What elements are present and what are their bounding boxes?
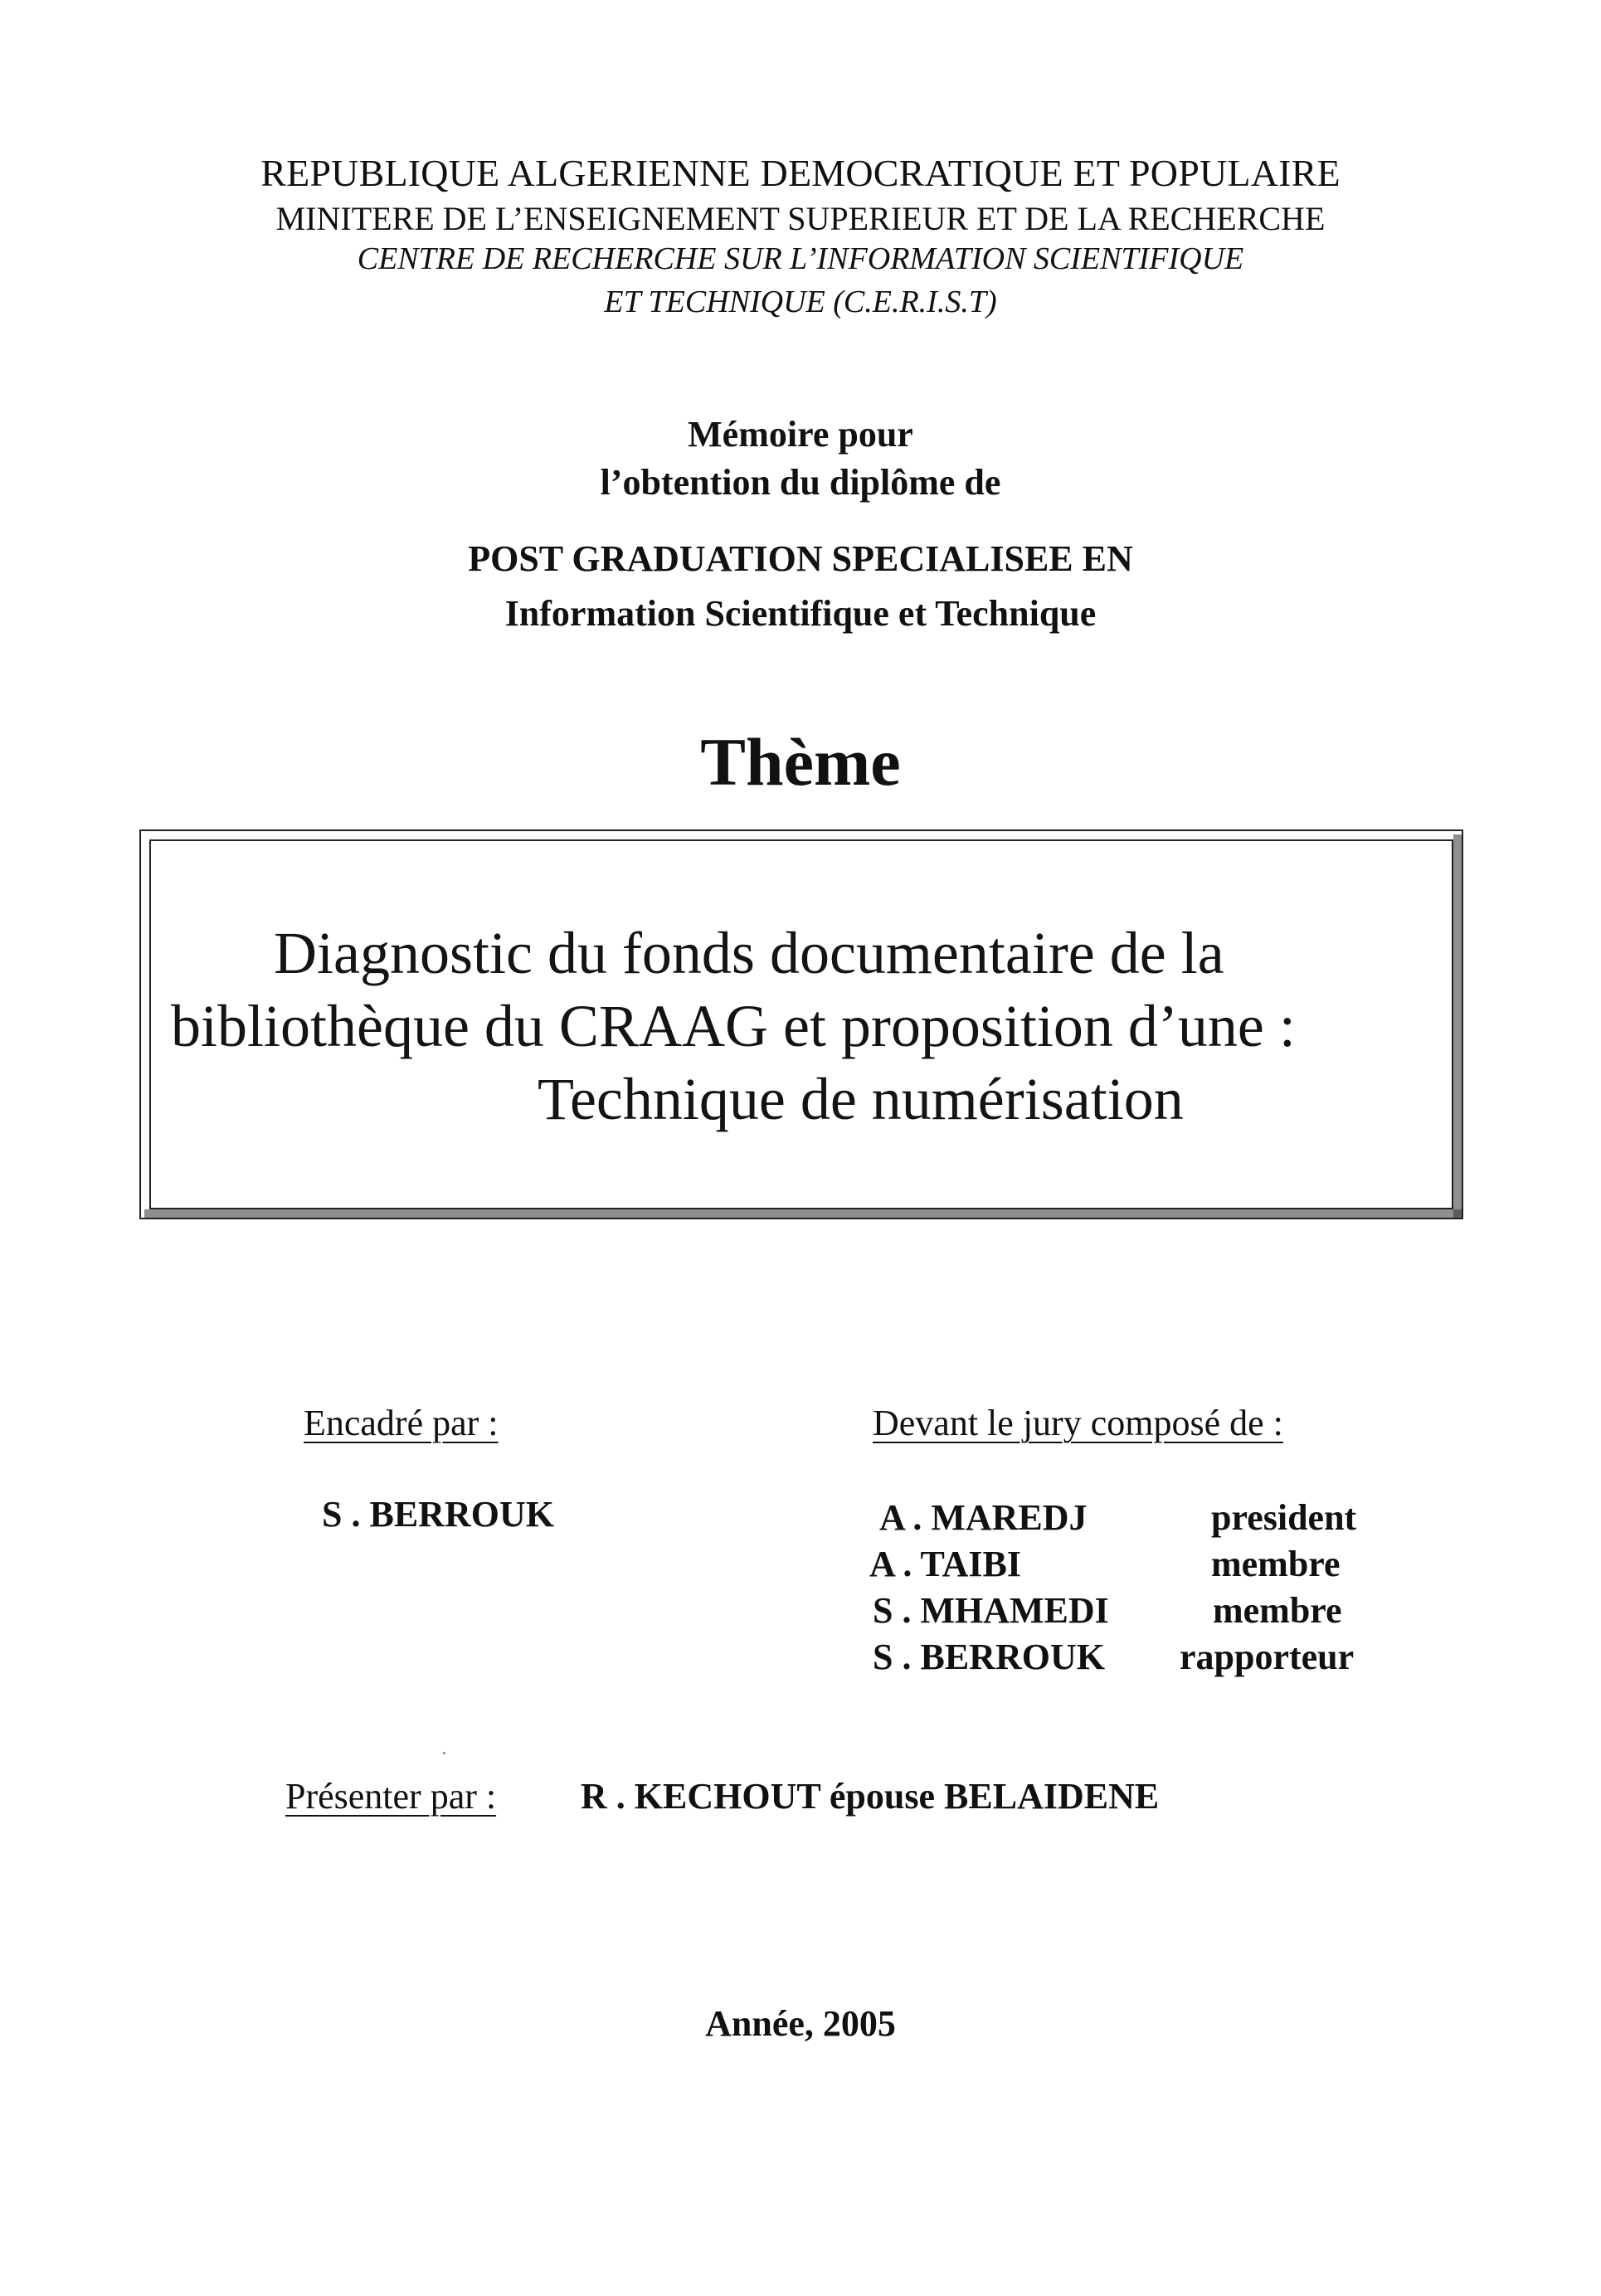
- thesis-title-line-3: Technique de numérisation: [538, 1066, 1184, 1132]
- thesis-title-line-1: Diagnostic du fonds documentaire de la: [274, 920, 1224, 986]
- title-frame-shadow-bottom: [144, 1209, 1462, 1218]
- header-center-acronym: ET TECHNIQUE (C.E.R.I.S.T): [604, 285, 997, 319]
- thesis-title-line-2: bibliothèque du CRAAG et proposition d’une :: [171, 993, 1296, 1059]
- jury-member-role: membre: [1213, 1590, 1342, 1631]
- memoire-line-1: Mémoire pour: [688, 414, 913, 455]
- speck: [443, 1752, 445, 1754]
- jury-member-name: S . BERROUK: [873, 1637, 1105, 1677]
- theme-heading: Thème: [700, 724, 901, 800]
- degree-field: Information Scientifique et Technique: [504, 593, 1097, 634]
- jury-label: Devant le jury composé de :: [873, 1403, 1283, 1443]
- header-center: CENTRE DE RECHERCHE SUR L’INFORMATION SCIENTIFIQUE: [357, 241, 1244, 276]
- supervisor-name: S . BERROUK: [322, 1494, 554, 1535]
- jury-member-role: membre: [1211, 1544, 1341, 1584]
- jury-member-name: A . MAREDJ: [879, 1497, 1088, 1538]
- jury-member-name: S . MHAMEDI: [873, 1590, 1109, 1631]
- supervisor-label: Encadré par :: [304, 1403, 499, 1443]
- year: Année, 2005: [705, 2003, 896, 2044]
- degree-title: POST GRADUATION SPECIALISEE EN: [468, 538, 1133, 579]
- presenter-name: R . KECHOUT épouse BELAIDENE: [581, 1776, 1160, 1817]
- jury-member-role: president: [1211, 1497, 1357, 1538]
- header-ministry: MINITERE DE L’ENSEIGNEMENT SUPERIEUR ET DE LA RECHERCHE: [275, 200, 1326, 237]
- title-frame-shadow-right: [1453, 834, 1462, 1218]
- memoire-line-2: l’obtention du diplôme de: [600, 462, 1001, 503]
- jury-member-role: rapporteur: [1180, 1637, 1355, 1677]
- jury-member-name: A . TAIBI: [869, 1544, 1022, 1584]
- header-republic: REPUBLIQUE ALGERIENNE DEMOCRATIQUE ET POPULAIRE: [260, 152, 1341, 194]
- presenter-label: Présenter par :: [285, 1776, 497, 1817]
